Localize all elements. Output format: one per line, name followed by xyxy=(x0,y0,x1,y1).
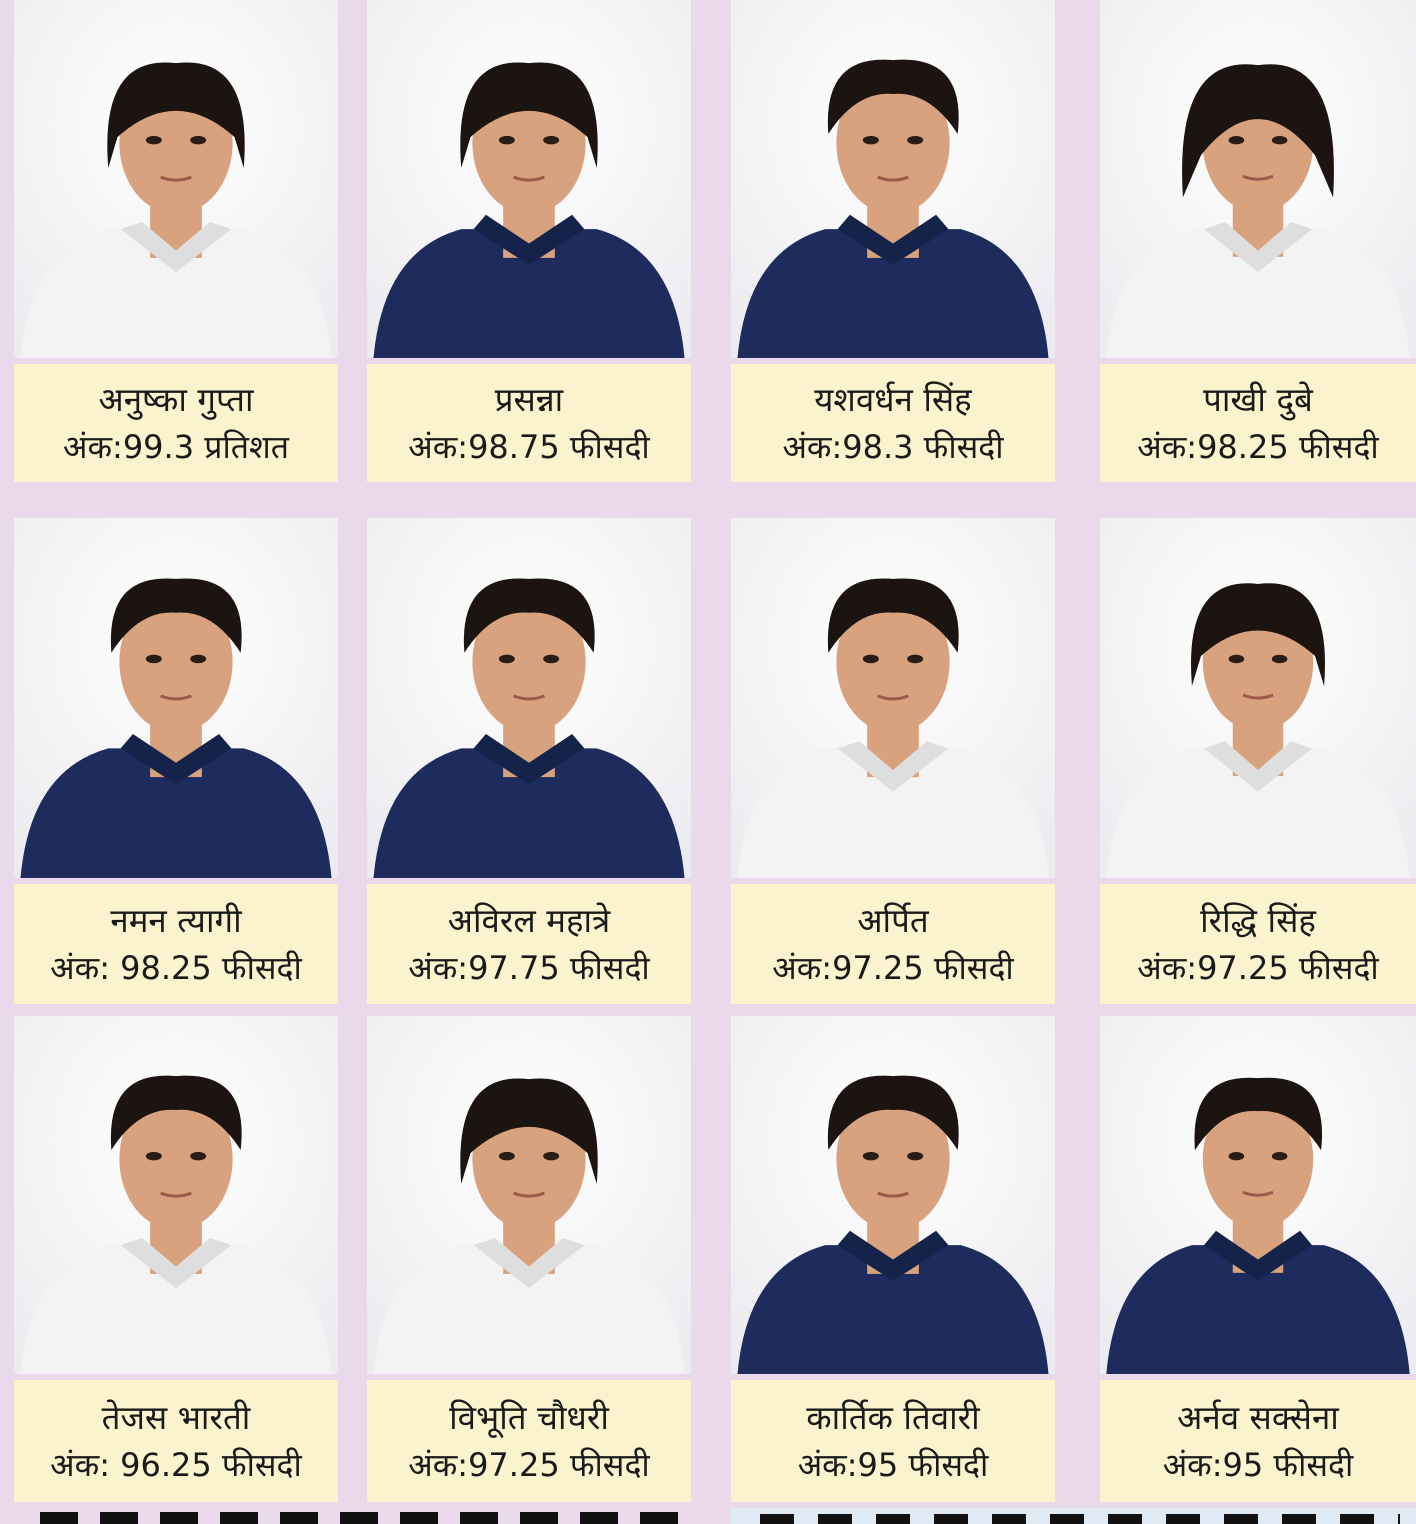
student-caption xyxy=(14,884,338,1004)
student-name: विभूति चौधरी xyxy=(449,1397,609,1437)
student-score: अंक:97.25 फीसदी xyxy=(408,1445,650,1484)
student-caption xyxy=(367,364,691,482)
student-card xyxy=(731,1016,1055,1502)
student-photo xyxy=(731,518,1055,878)
student-score: अंक:98.75 फीसदी xyxy=(408,427,650,466)
student-caption xyxy=(1100,1380,1416,1502)
student-name: पाखी दुबे xyxy=(1203,379,1313,419)
student-photo xyxy=(367,518,691,878)
student-photo xyxy=(731,1016,1055,1374)
student-caption xyxy=(14,1380,338,1502)
student-card xyxy=(14,1016,338,1502)
student-photo xyxy=(731,0,1055,358)
student-score: अंक:97.25 फीसदी xyxy=(772,948,1014,987)
student-card xyxy=(14,0,338,482)
student-score: अंक:97.25 फीसदी xyxy=(1137,948,1379,987)
student-photo xyxy=(14,0,338,358)
student-name: अर्नव सक्सेना xyxy=(1177,1397,1339,1437)
student-score: अंक:97.75 फीसदी xyxy=(408,948,650,987)
student-caption xyxy=(14,364,338,482)
student-card xyxy=(731,518,1055,1004)
student-photo xyxy=(14,518,338,878)
cut-off-text-right xyxy=(730,1508,1416,1524)
student-caption xyxy=(367,1380,691,1502)
student-caption xyxy=(367,884,691,1004)
student-photo xyxy=(14,1016,338,1374)
student-photo xyxy=(1100,518,1416,878)
student-caption xyxy=(731,884,1055,1004)
student-name: प्रसन्ना xyxy=(494,379,564,419)
student-photo xyxy=(1100,1016,1416,1374)
student-caption xyxy=(1100,364,1416,482)
student-card xyxy=(1100,0,1416,482)
student-card xyxy=(367,1016,691,1502)
student-card xyxy=(367,518,691,1004)
student-score: अंक: 96.25 फीसदी xyxy=(50,1445,302,1484)
student-score: अंक:99.3 प्रतिशत xyxy=(63,427,289,466)
student-name: नमन त्यागी xyxy=(110,900,242,940)
student-caption xyxy=(731,1380,1055,1502)
student-name: यशवर्धन सिंह xyxy=(814,379,972,419)
student-caption xyxy=(731,364,1055,482)
student-photo xyxy=(367,0,691,358)
student-name: तेजस भारती xyxy=(101,1397,251,1437)
student-photo xyxy=(367,1016,691,1374)
student-card xyxy=(14,518,338,1004)
next-article-text-strip xyxy=(0,1508,1416,1524)
student-caption xyxy=(1100,884,1416,1004)
student-card xyxy=(367,0,691,482)
student-score: अंक: 98.25 फीसदी xyxy=(50,948,302,987)
student-card xyxy=(1100,518,1416,1004)
student-name: अर्पित xyxy=(857,900,929,940)
student-score: अंक:95 फीसदी xyxy=(1162,1445,1354,1484)
student-photo xyxy=(1100,0,1416,358)
student-name: रिद्धि सिंह xyxy=(1200,900,1316,940)
student-card xyxy=(1100,1016,1416,1502)
student-name: कार्तिक तिवारी xyxy=(806,1397,980,1437)
student-score: अंक:95 फीसदी xyxy=(797,1445,989,1484)
student-score: अंक:98.25 फीसदी xyxy=(1137,427,1379,466)
student-card xyxy=(731,0,1055,482)
student-name: अविरल महात्रे xyxy=(447,900,611,940)
student-name: अनुष्का गुप्ता xyxy=(98,379,254,419)
student-score: अंक:98.3 फीसदी xyxy=(782,427,1004,466)
cut-off-text-left xyxy=(40,1512,680,1524)
